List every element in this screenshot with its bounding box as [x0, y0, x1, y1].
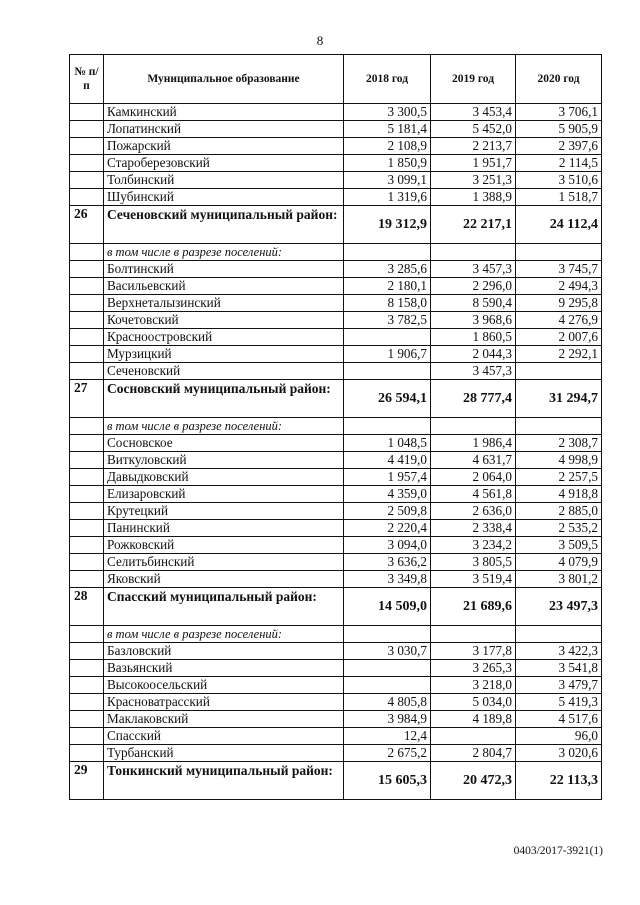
- value-2019: 20 472,3: [431, 762, 516, 800]
- value-2020: 3 422,3: [516, 643, 602, 660]
- value-2018: 4 359,0: [344, 486, 431, 503]
- value-2019: 3 457,3: [431, 363, 516, 380]
- table-row: [70, 261, 602, 278]
- table-row: [70, 452, 602, 469]
- table-row: [70, 469, 602, 486]
- table-row: [70, 643, 602, 660]
- value-2018: 1 319,6: [344, 189, 431, 206]
- table-row: [70, 295, 602, 312]
- value-2020: 3 706,1: [516, 104, 602, 121]
- value-2020: 23 497,3: [516, 588, 602, 626]
- row-number: 28: [70, 588, 104, 626]
- municipality-name: Маклаковский: [104, 711, 344, 728]
- table-row: [70, 278, 602, 295]
- municipality-name: Верхнеталызинский: [104, 295, 344, 312]
- subheading-row: [70, 244, 602, 261]
- row-number: [70, 138, 104, 155]
- municipality-name: Высокоосельский: [104, 677, 344, 694]
- value-2019: 1 986,4: [431, 435, 516, 452]
- table-header-row: [70, 55, 602, 104]
- value-2019: 3 519,4: [431, 571, 516, 588]
- value-2018: 3 030,7: [344, 643, 431, 660]
- value-2018: 1 850,9: [344, 155, 431, 172]
- row-number: [70, 121, 104, 138]
- value-2019: 2 064,0: [431, 469, 516, 486]
- table-row: [70, 745, 602, 762]
- value-2018: 2 180,1: [344, 278, 431, 295]
- row-number: [70, 728, 104, 745]
- value-2018: 26 594,1: [344, 380, 431, 418]
- municipality-name: Красноостровский: [104, 329, 344, 346]
- row-number: [70, 571, 104, 588]
- municipality-name: Сеченовский: [104, 363, 344, 380]
- municipality-name: Рожковский: [104, 537, 344, 554]
- row-number: [70, 244, 104, 261]
- row-number: [70, 363, 104, 380]
- row-number: [70, 677, 104, 694]
- district-row: [70, 588, 602, 626]
- value-2019: [431, 626, 516, 643]
- value-2019: 2 044,3: [431, 346, 516, 363]
- row-number: [70, 503, 104, 520]
- municipality-name: Староберезовский: [104, 155, 344, 172]
- row-number: [70, 643, 104, 660]
- value-2018: 3 300,5: [344, 104, 431, 121]
- municipality-name: Тонкинский муниципальный район:: [104, 762, 344, 800]
- row-number: [70, 469, 104, 486]
- value-2020: 1 518,7: [516, 189, 602, 206]
- subheading-row: [70, 626, 602, 643]
- municipality-name: Спасский муниципальный район:: [104, 588, 344, 626]
- value-2020: 4 998,9: [516, 452, 602, 469]
- value-2018: 19 312,9: [344, 206, 431, 244]
- value-2018: 2 675,2: [344, 745, 431, 762]
- value-2018: 5 181,4: [344, 121, 431, 138]
- value-2019: 2 213,7: [431, 138, 516, 155]
- value-2018: 2 108,9: [344, 138, 431, 155]
- value-2020: 2 885,0: [516, 503, 602, 520]
- municipality-name: Пожарский: [104, 138, 344, 155]
- value-2020: 3 020,6: [516, 745, 602, 762]
- value-2020: 3 510,6: [516, 172, 602, 189]
- table-row: [70, 677, 602, 694]
- district-row: [70, 762, 602, 800]
- row-number: [70, 626, 104, 643]
- row-number: [70, 346, 104, 363]
- municipality-name: Спасский: [104, 728, 344, 745]
- page-number: 8: [316, 33, 324, 48]
- value-2019: 5 034,0: [431, 694, 516, 711]
- value-2019: 2 296,0: [431, 278, 516, 295]
- value-2018: 4 805,8: [344, 694, 431, 711]
- municipality-name: Лопатинский: [104, 121, 344, 138]
- table-row: [70, 312, 602, 329]
- municipality-name: Базловский: [104, 643, 344, 660]
- value-2019: 4 189,8: [431, 711, 516, 728]
- value-2018: 3 094,0: [344, 537, 431, 554]
- municipality-name: Вазьянский: [104, 660, 344, 677]
- value-2018: 4 419,0: [344, 452, 431, 469]
- value-2018: 1 957,4: [344, 469, 431, 486]
- value-2019: 2 804,7: [431, 745, 516, 762]
- row-number: [70, 745, 104, 762]
- table-row: [70, 155, 602, 172]
- value-2019: 8 590,4: [431, 295, 516, 312]
- value-2018: 3 285,6: [344, 261, 431, 278]
- value-2020: 5 905,9: [516, 121, 602, 138]
- value-2018: 8 158,0: [344, 295, 431, 312]
- row-number: [70, 261, 104, 278]
- table-row: [70, 520, 602, 537]
- header-2020: 2020 год: [516, 55, 602, 104]
- value-2019: 3 805,5: [431, 554, 516, 571]
- value-2019: [431, 418, 516, 435]
- table-row: [70, 571, 602, 588]
- table-row: [70, 537, 602, 554]
- municipality-name: Камкинский: [104, 104, 344, 121]
- row-number: [70, 435, 104, 452]
- value-2019: 28 777,4: [431, 380, 516, 418]
- value-2018: 3 984,9: [344, 711, 431, 728]
- table-row: [70, 711, 602, 728]
- document-code: 0403/2017-3921(1): [513, 845, 603, 857]
- municipality-name: Сосновское: [104, 435, 344, 452]
- value-2020: 2 114,5: [516, 155, 602, 172]
- value-2019: 5 452,0: [431, 121, 516, 138]
- value-2020: 9 295,8: [516, 295, 602, 312]
- value-2018: 15 605,3: [344, 762, 431, 800]
- value-2020: 4 079,9: [516, 554, 602, 571]
- value-2020: 3 801,2: [516, 571, 602, 588]
- table-row: [70, 189, 602, 206]
- table-row: [70, 660, 602, 677]
- municipality-name: Кочетовский: [104, 312, 344, 329]
- row-number: [70, 155, 104, 172]
- value-2020: 3 479,7: [516, 677, 602, 694]
- value-2019: 3 218,0: [431, 677, 516, 694]
- header-2019: 2019 год: [431, 55, 516, 104]
- municipality-name: Селитьбинский: [104, 554, 344, 571]
- value-2018: 12,4: [344, 728, 431, 745]
- value-2019: [431, 244, 516, 261]
- value-2020: 2 007,6: [516, 329, 602, 346]
- row-number: 26: [70, 206, 104, 244]
- table-row: [70, 172, 602, 189]
- value-2018: 2 220,4: [344, 520, 431, 537]
- value-2020: 24 112,4: [516, 206, 602, 244]
- value-2020: 4 517,6: [516, 711, 602, 728]
- value-2018: 2 509,8: [344, 503, 431, 520]
- subheading-row: [70, 418, 602, 435]
- value-2019: 1 951,7: [431, 155, 516, 172]
- row-number: 29: [70, 762, 104, 800]
- table-row: [70, 346, 602, 363]
- municipality-name: Турбанский: [104, 745, 344, 762]
- value-2020: 2 308,7: [516, 435, 602, 452]
- municipality-name: Шубинский: [104, 189, 344, 206]
- row-number: [70, 520, 104, 537]
- value-2020: 4 276,9: [516, 312, 602, 329]
- value-2018: [344, 677, 431, 694]
- subheading-label: в том числе в разрезе поселений:: [104, 244, 344, 261]
- row-number: [70, 694, 104, 711]
- municipality-name: Виткуловский: [104, 452, 344, 469]
- table-row: [70, 104, 602, 121]
- value-2019: 3 177,8: [431, 643, 516, 660]
- table-row: [70, 329, 602, 346]
- municipality-name: Сеченовский муниципальный район:: [104, 206, 344, 244]
- table-row: [70, 503, 602, 520]
- value-2020: 3 745,7: [516, 261, 602, 278]
- value-2018: 3 636,2: [344, 554, 431, 571]
- value-2019: 4 631,7: [431, 452, 516, 469]
- row-number: [70, 295, 104, 312]
- table-row: [70, 728, 602, 745]
- value-2018: [344, 418, 431, 435]
- row-number: [70, 172, 104, 189]
- value-2019: 1 388,9: [431, 189, 516, 206]
- table-row: [70, 486, 602, 503]
- value-2020: [516, 626, 602, 643]
- value-2018: 3 349,8: [344, 571, 431, 588]
- municipality-name: Сосновский муниципальный район:: [104, 380, 344, 418]
- value-2020: 2 257,5: [516, 469, 602, 486]
- value-2019: 3 453,4: [431, 104, 516, 121]
- row-number: [70, 104, 104, 121]
- value-2018: 3 099,1: [344, 172, 431, 189]
- row-number: [70, 537, 104, 554]
- row-number: [70, 452, 104, 469]
- municipality-name: Красноватрасский: [104, 694, 344, 711]
- value-2018: 1 048,5: [344, 435, 431, 452]
- value-2020: 2 494,3: [516, 278, 602, 295]
- table-row: [70, 694, 602, 711]
- value-2019: 22 217,1: [431, 206, 516, 244]
- value-2020: 96,0: [516, 728, 602, 745]
- value-2019: 21 689,6: [431, 588, 516, 626]
- header-name: Муниципальное образование: [104, 55, 344, 104]
- municipality-name: Крутецкий: [104, 503, 344, 520]
- table-row: [70, 121, 602, 138]
- value-2020: 3 509,5: [516, 537, 602, 554]
- row-number: [70, 189, 104, 206]
- row-number: 27: [70, 380, 104, 418]
- municipality-name: Болтинский: [104, 261, 344, 278]
- value-2019: 2 636,0: [431, 503, 516, 520]
- district-row: [70, 206, 602, 244]
- table-body: [70, 55, 602, 800]
- table-row: [70, 554, 602, 571]
- value-2018: [344, 244, 431, 261]
- value-2020: 22 113,3: [516, 762, 602, 800]
- value-2018: 14 509,0: [344, 588, 431, 626]
- municipality-name: Панинский: [104, 520, 344, 537]
- municipality-name: Яковский: [104, 571, 344, 588]
- value-2019: 4 561,8: [431, 486, 516, 503]
- value-2019: 2 338,4: [431, 520, 516, 537]
- value-2018: [344, 329, 431, 346]
- value-2020: [516, 244, 602, 261]
- table-row: [70, 363, 602, 380]
- value-2019: [431, 728, 516, 745]
- row-number: [70, 660, 104, 677]
- row-number: [70, 418, 104, 435]
- value-2018: 1 906,7: [344, 346, 431, 363]
- row-number: [70, 278, 104, 295]
- value-2019: 3 968,6: [431, 312, 516, 329]
- municipality-name: Васильевский: [104, 278, 344, 295]
- value-2018: 3 782,5: [344, 312, 431, 329]
- value-2020: 4 918,8: [516, 486, 602, 503]
- value-2020: [516, 418, 602, 435]
- table-row: [70, 138, 602, 155]
- subheading-label: в том числе в разрезе поселений:: [104, 418, 344, 435]
- value-2020: [516, 363, 602, 380]
- row-number: [70, 554, 104, 571]
- municipality-name: Мурзицкий: [104, 346, 344, 363]
- row-number: [70, 486, 104, 503]
- value-2020: 31 294,7: [516, 380, 602, 418]
- value-2020: 2 292,1: [516, 346, 602, 363]
- municipality-name: Толбинский: [104, 172, 344, 189]
- value-2020: 5 419,3: [516, 694, 602, 711]
- header-num: № п/п: [70, 55, 104, 104]
- municipality-name: Елизаровский: [104, 486, 344, 503]
- value-2019: 3 457,3: [431, 261, 516, 278]
- value-2020: 2 397,6: [516, 138, 602, 155]
- value-2018: [344, 363, 431, 380]
- value-2018: [344, 660, 431, 677]
- value-2019: 3 251,3: [431, 172, 516, 189]
- value-2018: [344, 626, 431, 643]
- row-number: [70, 312, 104, 329]
- table-row: [70, 435, 602, 452]
- value-2019: 3 234,2: [431, 537, 516, 554]
- row-number: [70, 711, 104, 728]
- value-2019: 1 860,5: [431, 329, 516, 346]
- district-row: [70, 380, 602, 418]
- value-2020: 2 535,2: [516, 520, 602, 537]
- municipality-name: Давыдковский: [104, 469, 344, 486]
- budget-table: [69, 54, 602, 800]
- value-2019: 3 265,3: [431, 660, 516, 677]
- subheading-label: в том числе в разрезе поселений:: [104, 626, 344, 643]
- value-2020: 3 541,8: [516, 660, 602, 677]
- row-number: [70, 329, 104, 346]
- header-2018: 2018 год: [344, 55, 431, 104]
